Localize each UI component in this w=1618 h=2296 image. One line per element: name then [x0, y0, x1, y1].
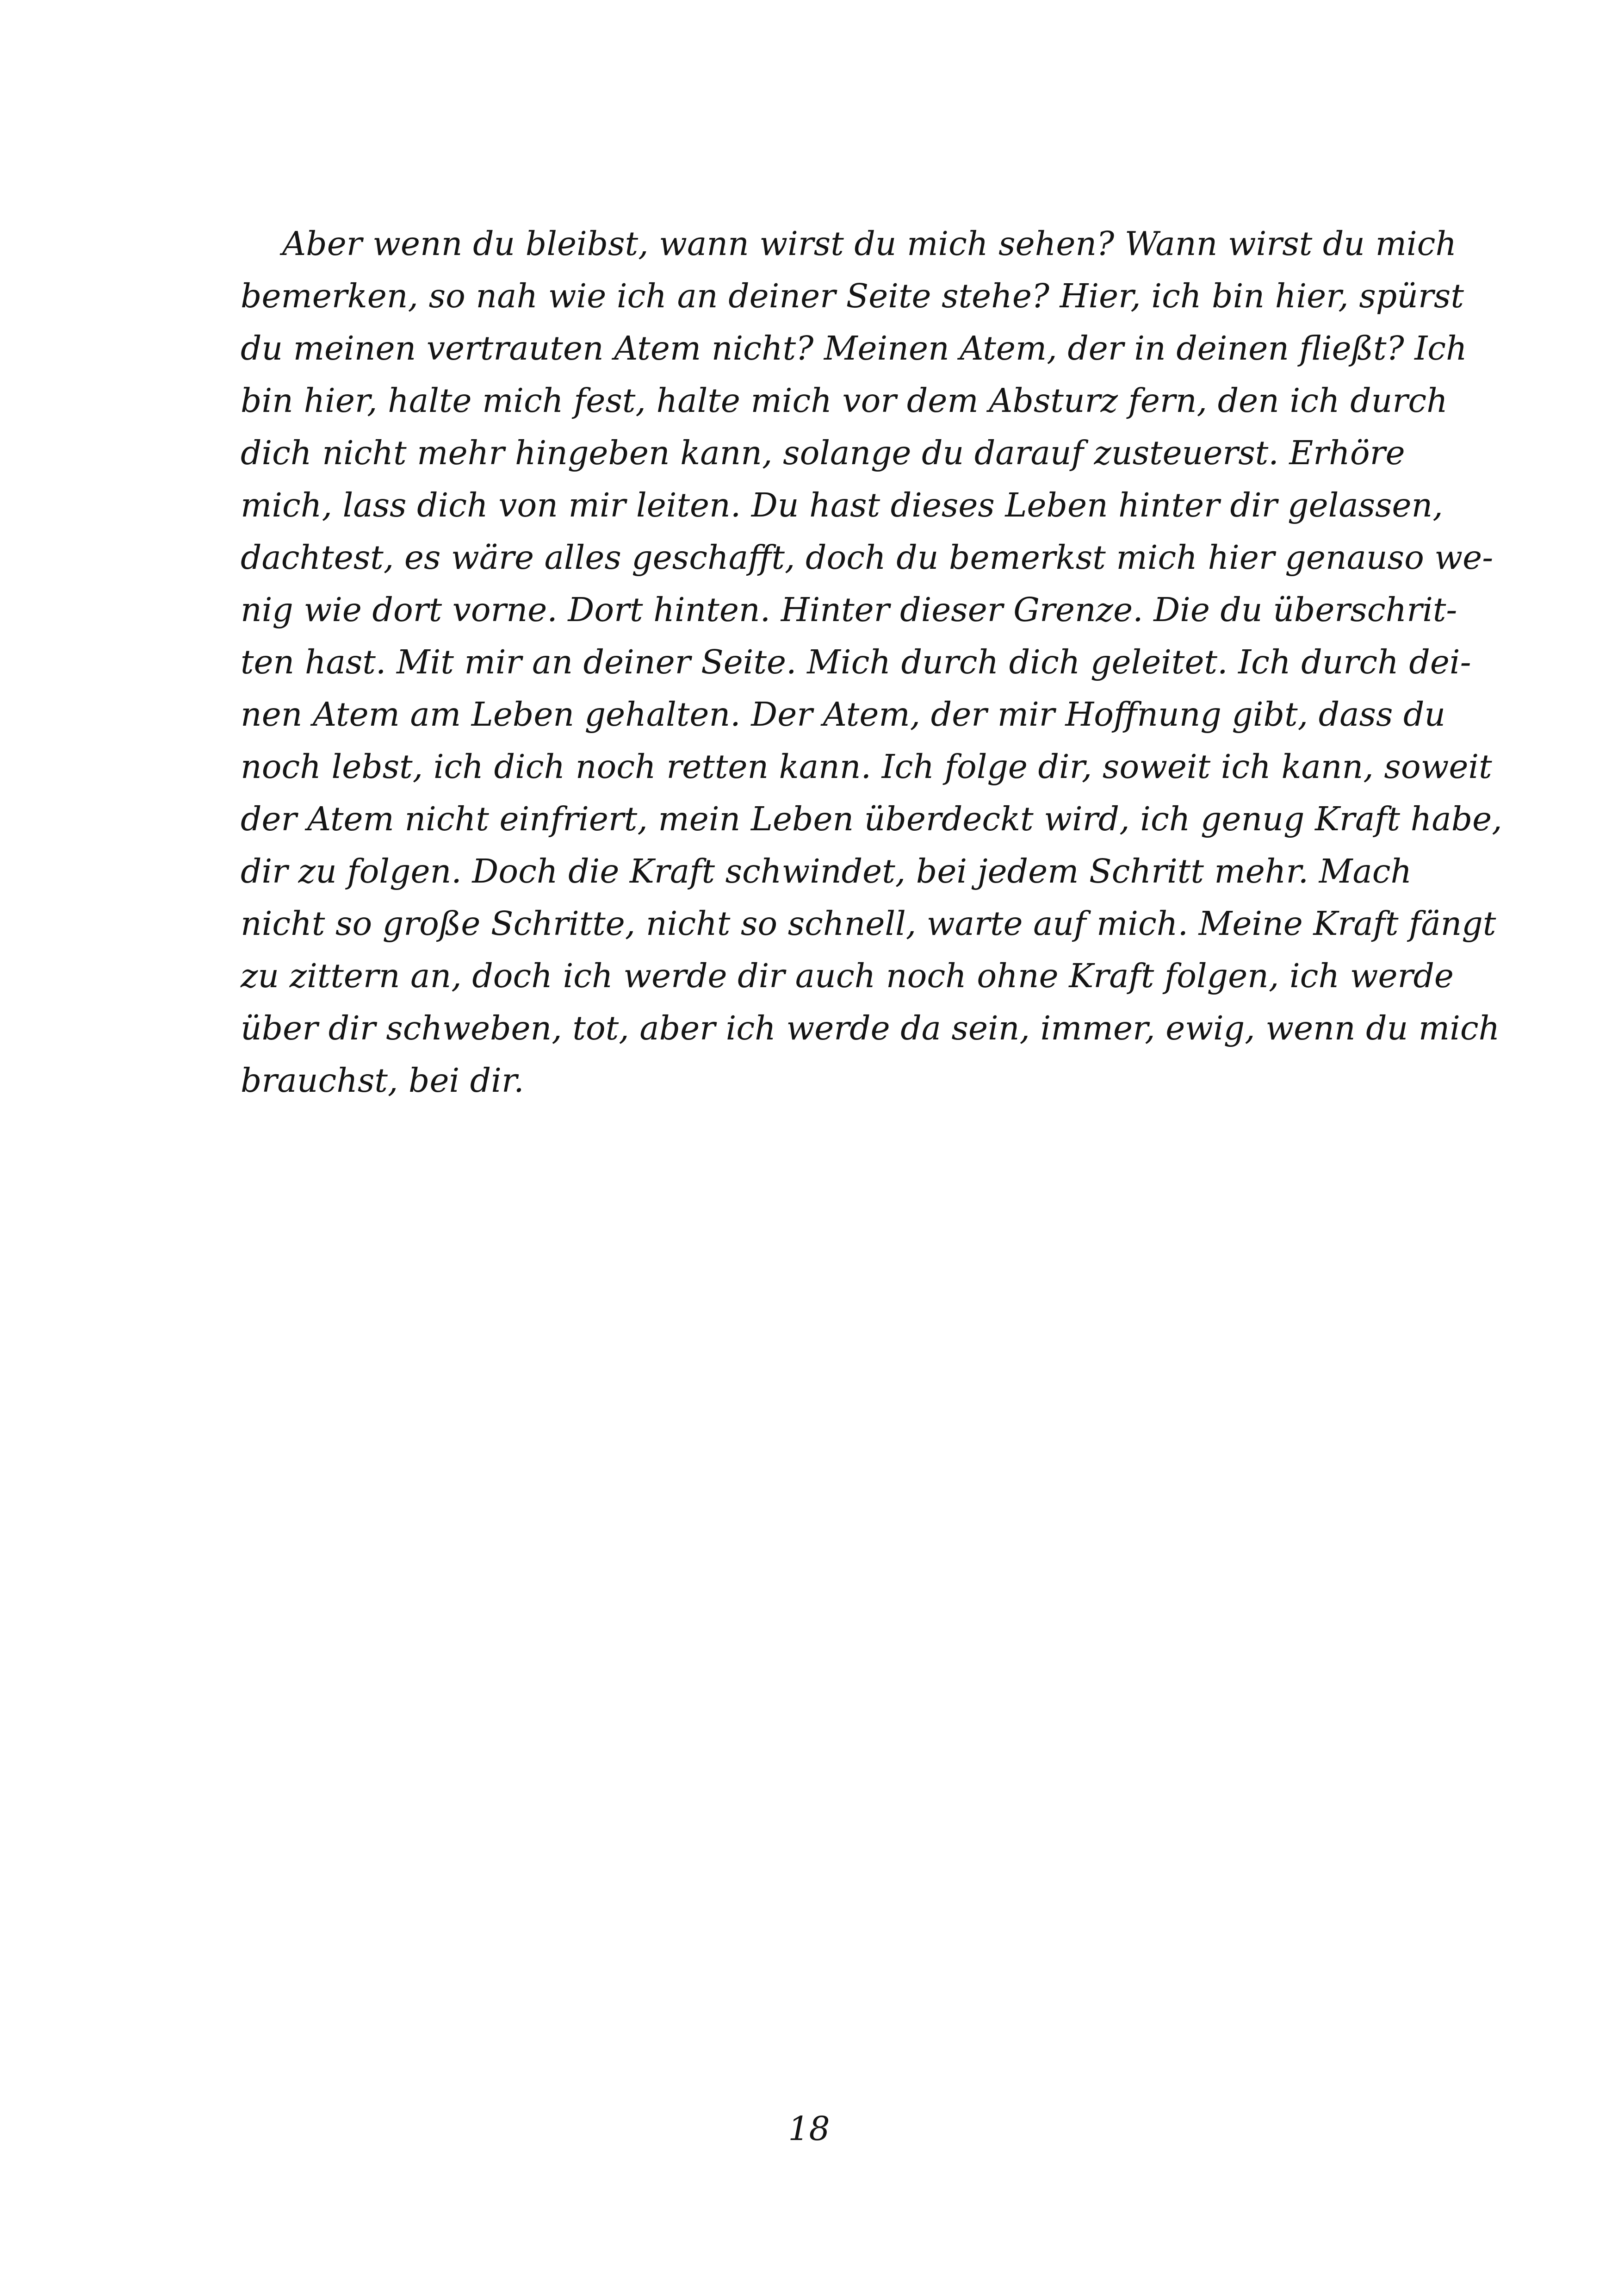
body-paragraph — [241, 218, 1502, 1107]
text-line: Aber wenn du bleibst, wann wirst du mich sehen? Wann wirst du mich — [282, 224, 1457, 263]
text-line: dachtest, es wäre alles geschafft, doch du bemerkst mich hier genauso we- — [241, 538, 1494, 577]
text-line: über dir schweben, tot, aber ich werde da sein, immer, ewig, wenn du mich — [241, 1009, 1500, 1047]
text-line: dir zu folgen. Doch die Kraft schwindet, bei jedem Schritt mehr. Mach — [241, 852, 1412, 890]
text-line: bemerken, so nah wie ich an deiner Seite stehe? Hier, ich bin hier, spürst — [241, 277, 1464, 315]
text-line: ten hast. Mit mir an deiner Seite. Mich durch dich geleitet. Ich durch dei- — [241, 643, 1471, 681]
text-line: brauchst, bei dir. — [241, 1061, 524, 1100]
page-number: 18 — [788, 2109, 830, 2148]
text-line: dich nicht mehr hingeben kann, solange du darauf zusteuerst. Erhöre — [241, 434, 1405, 472]
text-line: zu zittern an, doch ich werde dir auch noch ohne Kraft folgen, ich werde — [241, 957, 1454, 995]
text-line: noch lebst, ich dich noch retten kann. Ich folge dir, soweit ich kann, soweit — [241, 747, 1492, 786]
text-line: der Atem nicht einfriert, mein Leben überdeckt wird, ich genug Kraft habe, — [241, 800, 1502, 838]
text-line: bin hier, halte mich fest, halte mich vor dem Absturz fern, den ich durch — [241, 381, 1448, 420]
text-line: mich, lass dich von mir leiten. Du hast dieses Leben hinter dir gelassen, — [241, 486, 1443, 524]
text-line: nen Atem am Leben gehalten. Der Atem, der mir Hoffnung gibt, dass du — [241, 695, 1446, 734]
text-line: nig wie dort vorne. Dort hinten. Hinter dieser Grenze. Die du überschrit- — [241, 591, 1457, 629]
text-line: du meinen vertrauten Atem nicht? Meinen Atem, der in deinen fließt? Ich — [241, 329, 1467, 367]
text-line: nicht so große Schritte, nicht so schnell, warte auf mich. Meine Kraft fängt — [241, 904, 1496, 943]
